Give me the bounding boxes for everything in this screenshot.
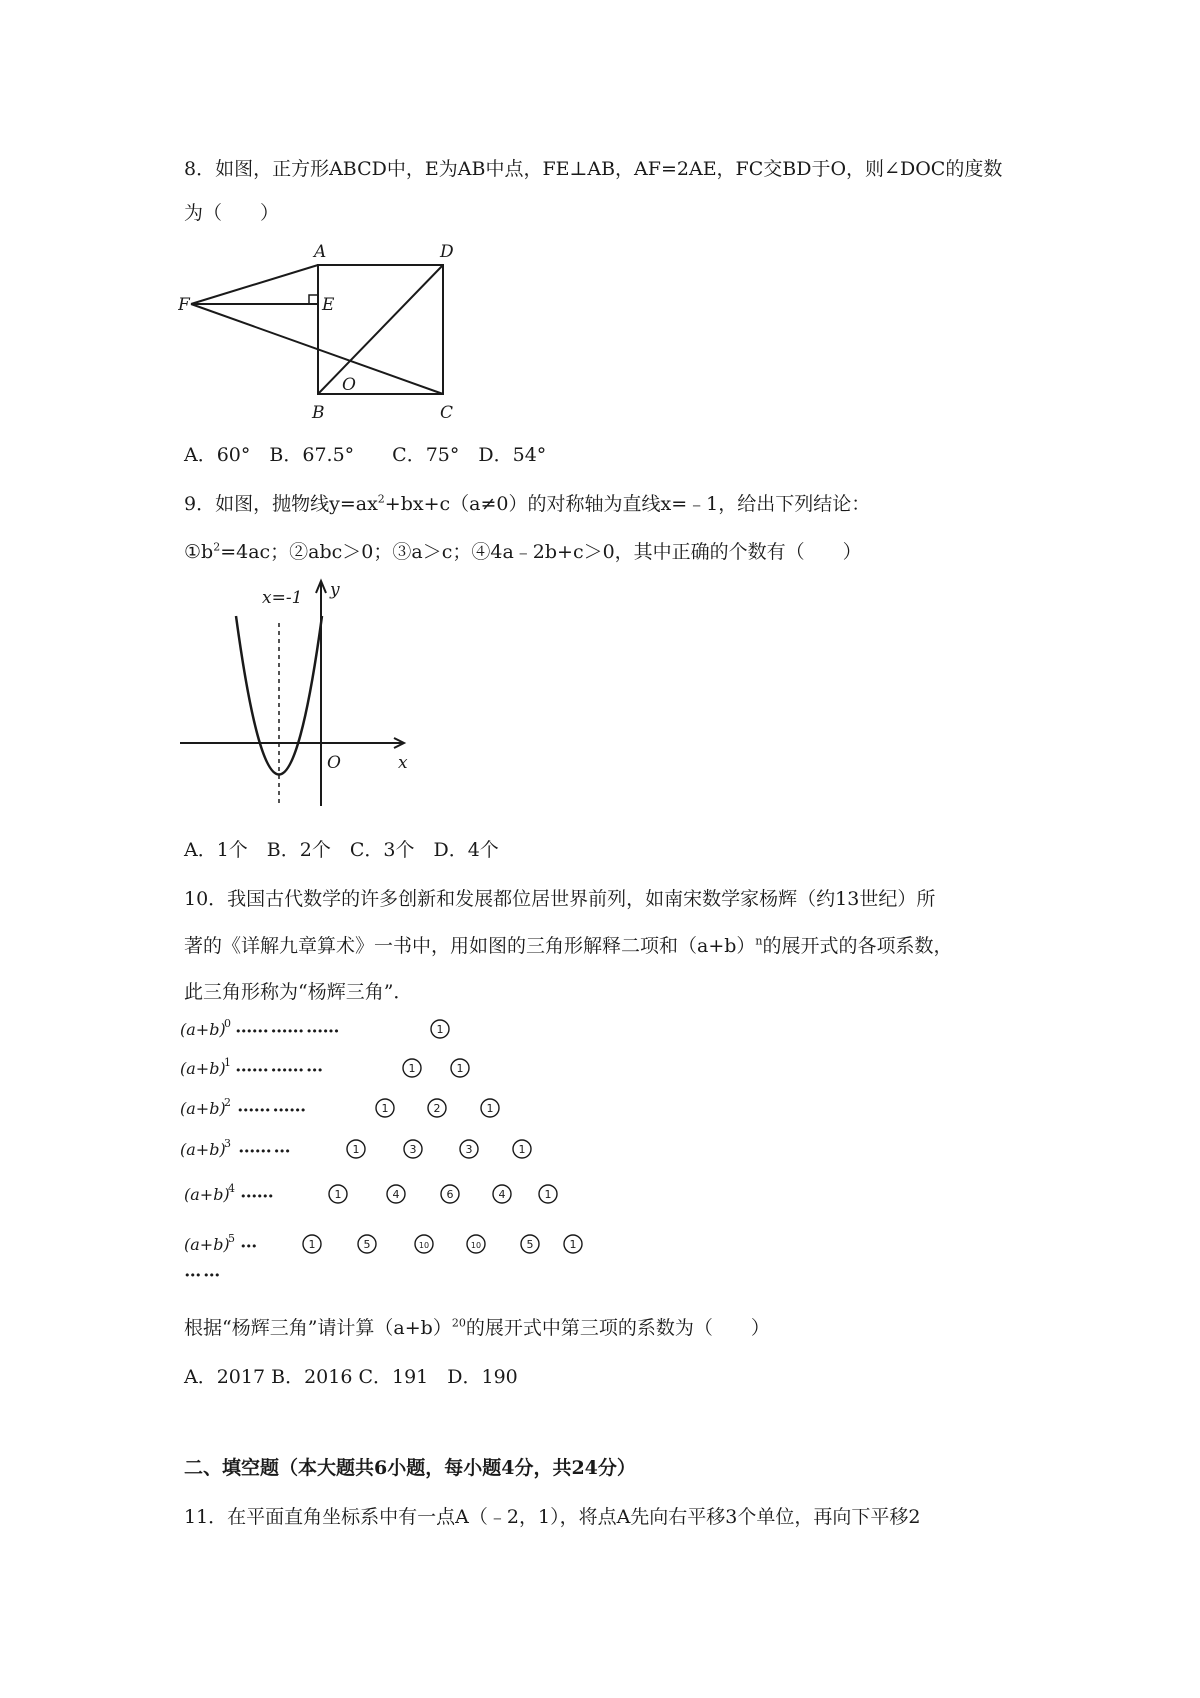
coef-r1-1: 1 bbox=[456, 1062, 464, 1075]
label-o: O bbox=[342, 375, 356, 395]
label-d: D bbox=[440, 242, 454, 262]
section-heading: 二、填空题（本大题共6小题，每小题4分，共24分） bbox=[184, 1457, 636, 1479]
coef-r2-1: 2 bbox=[433, 1102, 441, 1115]
row-exp-1: 1 bbox=[224, 1056, 231, 1069]
q9-parabola-graph bbox=[180, 578, 420, 808]
coef-r2-0: 1 bbox=[381, 1102, 389, 1115]
coef-r0-0: 1 bbox=[436, 1023, 444, 1036]
row-dots-1: •••••• •••••• ••• bbox=[235, 1064, 323, 1077]
coef-r4-0: 1 bbox=[334, 1188, 342, 1201]
row-exp-0: 0 bbox=[224, 1017, 231, 1030]
row-dots-0: •••••• •••••• •••••• bbox=[235, 1025, 339, 1038]
coef-r4-4: 1 bbox=[544, 1188, 552, 1201]
q11-text-line1: 11．在平面直角坐标系中有一点A（﹣2，1），将点A先向右平移3个单位，再向下平移2 bbox=[184, 1506, 921, 1528]
label-c: C bbox=[440, 403, 454, 423]
q8-text-line2: 为（ ） bbox=[184, 202, 280, 224]
coef-r5-4: 5 bbox=[526, 1238, 534, 1251]
row-dots-4: •••••• bbox=[240, 1190, 273, 1203]
yang-hui-triangle bbox=[180, 1015, 620, 1283]
q8-square-figure bbox=[178, 240, 468, 428]
x-axis-label: x bbox=[398, 753, 408, 773]
q10-text-line4: 根据“杨辉三角”请计算$(a+b)^{20}$的展开式中第三项的系数为（ ） bbox=[184, 1316, 770, 1339]
row-dots-2: •••••• •••••• bbox=[237, 1104, 306, 1117]
coefficient-circles bbox=[303, 1020, 582, 1253]
coef-r3-0: 1 bbox=[352, 1143, 360, 1156]
label-e: E bbox=[322, 295, 335, 315]
coef-r4-3: 4 bbox=[498, 1188, 506, 1201]
row-exp-5: 5 bbox=[228, 1232, 235, 1245]
coef-r4-1: 4 bbox=[392, 1188, 400, 1201]
coef-r1-0: 1 bbox=[408, 1062, 416, 1075]
label-a: A bbox=[314, 242, 327, 262]
symmetry-axis-label: x=-1 bbox=[262, 588, 303, 608]
row-exp-2: 2 bbox=[224, 1096, 231, 1109]
row-label-3: (a+b) bbox=[180, 1140, 226, 1159]
coef-r4-2: 6 bbox=[446, 1188, 454, 1201]
q9-text-line1: 9．如图，抛物线$y=ax^2+bx+c(a\ne 0)$的对称轴为直线x=﹣1，给出下列结论： bbox=[184, 492, 871, 515]
coef-r5-3: 10 bbox=[470, 1241, 482, 1250]
row-label-5: (a+b) bbox=[184, 1235, 230, 1254]
row-exp-3: 3 bbox=[224, 1137, 231, 1150]
label-f: F bbox=[178, 295, 190, 315]
triangle-ellipsis: ••• ••• bbox=[184, 1269, 220, 1282]
row-label-0: (a+b) bbox=[180, 1020, 226, 1039]
coef-r3-1: 3 bbox=[409, 1143, 417, 1156]
coef-r2-2: 1 bbox=[486, 1102, 494, 1115]
segment-af bbox=[191, 265, 318, 304]
q10-text-line3: 此三角形称为“杨辉三角”． bbox=[184, 981, 413, 1003]
q10-text-line1: 10．我国古代数学的许多创新和发展都位居世界前列，如南宋数学家杨辉（约13世纪）所 bbox=[184, 888, 936, 910]
q8-text-line1: 8．如图，正方形ABCD中，E为AB中点，FE⊥AB，AF=2AE，FC交BD于O，则∠DOC的度数 bbox=[184, 158, 1003, 180]
diagonal-bd bbox=[318, 265, 443, 394]
row-label-1: (a+b) bbox=[180, 1059, 226, 1078]
coef-r5-2: 10 bbox=[418, 1241, 430, 1250]
coef-r3-3: 1 bbox=[518, 1143, 526, 1156]
row-dots-5: ••• bbox=[240, 1240, 257, 1253]
row-label-4: (a+b) bbox=[184, 1185, 230, 1204]
q9-text-line2: $①b^2=4ac$；②abc＞0；③a＞c；④4a﹣2b+c＞0，其中正确的个数有（ ） bbox=[184, 540, 862, 563]
row-dots-3: •••••• ••• bbox=[238, 1145, 290, 1158]
row-label-2: (a+b) bbox=[180, 1099, 226, 1118]
coef-r5-0: 1 bbox=[308, 1238, 316, 1251]
q10-options: A．2017 B．2016 C．191 D．190 bbox=[184, 1366, 518, 1388]
coef-r5-5: 1 bbox=[569, 1238, 577, 1251]
origin-label: O bbox=[327, 753, 341, 773]
row-exp-4: 4 bbox=[228, 1182, 235, 1195]
y-axis-label: y bbox=[330, 580, 340, 600]
q10-text-line2: 著的《详解九章算术》一书中，用如图的三角形解释二项和$(a+b)^n$的展开式的各项系数， bbox=[184, 934, 953, 957]
label-b: B bbox=[312, 403, 325, 423]
q9-options: A．1个 B．2个 C．3个 D．4个 bbox=[184, 839, 499, 861]
q8-options: A．60° B．67.5° C．75° D．54° bbox=[184, 444, 547, 466]
coef-r3-2: 3 bbox=[465, 1143, 473, 1156]
right-angle-mark bbox=[309, 295, 318, 304]
coef-r5-1: 5 bbox=[363, 1238, 371, 1251]
